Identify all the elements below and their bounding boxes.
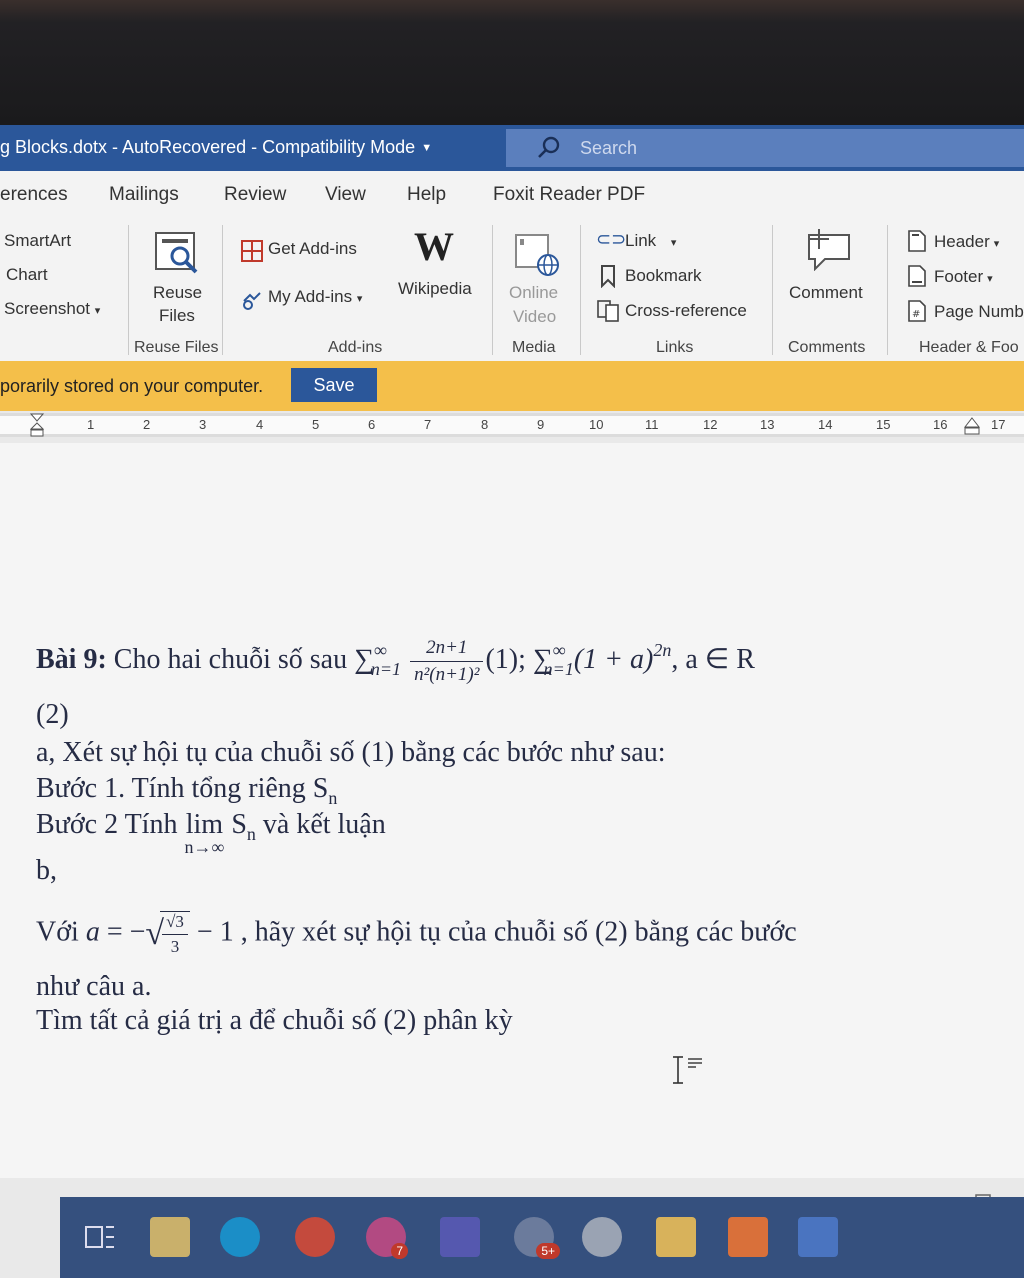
online-video-label-2[interactable]: Video <box>513 307 557 326</box>
search-icon <box>536 135 562 161</box>
chevron-down-icon: ▾ <box>993 238 1000 250</box>
tab-foxit-reader-pdf[interactable]: Foxit Reader PDF <box>493 184 646 205</box>
fraction: $\frac{2n+1}{\text{n²(n+1)²}}$ <box>410 637 483 686</box>
ruler-track <box>0 416 1024 434</box>
divider <box>887 225 888 355</box>
chevron-down-icon: ▾ <box>94 305 101 317</box>
ribbon <box>0 217 1024 361</box>
wikipedia-button[interactable]: Wikipedia <box>398 279 472 298</box>
my-add-ins-button[interactable]: My Add-ins ▾ <box>268 287 363 306</box>
online-video-label-1[interactable]: Online <box>509 283 559 302</box>
sqrt-radicand <box>160 911 190 957</box>
limit: lim n→∞ <box>184 809 225 857</box>
bookmark-button[interactable]: Bookmark <box>625 266 702 285</box>
header-icon <box>907 229 927 253</box>
ruler-number: 15 <box>876 417 891 432</box>
store-icon <box>240 239 264 263</box>
exercise-line-2: (2) <box>36 699 69 730</box>
tab-mailings[interactable]: Mailings <box>109 184 179 205</box>
ruler-number: 7 <box>424 417 432 432</box>
cross-reference-icon <box>596 299 620 323</box>
document-page[interactable] <box>0 443 1024 1178</box>
ruler-number: 9 <box>537 417 545 432</box>
notification-badge: 5+ <box>536 1243 560 1259</box>
divider <box>492 225 493 355</box>
comment-icon <box>805 227 853 271</box>
save-button[interactable]: Save <box>291 368 377 402</box>
ruler-number: 3 <box>199 417 207 432</box>
edge-icon[interactable] <box>220 1217 260 1257</box>
ribbon-tabs <box>0 171 1024 217</box>
ruler-number: 4 <box>256 417 264 432</box>
task-view-icon[interactable] <box>80 1217 120 1257</box>
sqrt-sign: √ <box>145 915 165 952</box>
ruler-number: 6 <box>368 417 376 432</box>
link-button[interactable]: Link ▾ <box>625 231 677 250</box>
reuse-files-label-1[interactable]: Reuse <box>153 283 203 302</box>
exercise-line-4: Bước 1. Tính tổng riêng $S_n$ <box>36 773 338 808</box>
group-links: Links <box>656 339 694 356</box>
ruler-number: 8 <box>481 417 489 432</box>
text-cursor-icon <box>668 1055 708 1085</box>
reuse-files-label-2[interactable]: Files <box>159 306 195 325</box>
notification-badge: 7 <box>391 1243 408 1259</box>
svg-text:#: # <box>912 309 921 320</box>
exercise-line-5: Bước 2 Tính lim n→∞ $S_n$ và kết luận <box>36 809 386 857</box>
taskbar <box>60 1197 1024 1278</box>
tab-view[interactable]: View <box>325 184 366 205</box>
ruler-number: 12 <box>703 417 718 432</box>
header-button[interactable]: Header ▾ <box>934 232 1000 251</box>
smartart-button[interactable]: SmartArt <box>4 231 72 250</box>
exercise-line-9: Tìm tất cả giá trị a để chuỗi số (2) phân kỳ <box>36 1005 513 1036</box>
ruler-number: 1 <box>87 417 95 432</box>
ruler-number: 17 <box>991 417 1006 432</box>
cross-reference-button[interactable]: Cross-reference <box>625 301 747 320</box>
ruler-number: 16 <box>933 417 948 432</box>
file-explorer-icon[interactable] <box>656 1217 696 1257</box>
exercise-line-3: a, Xét sự hội tụ của chuỗi số (1) bằng các bước như sau: <box>36 737 666 768</box>
right-indent-marker-icon[interactable] <box>964 417 980 435</box>
messenger-icon[interactable] <box>366 1217 406 1257</box>
tab-review[interactable]: Review <box>224 184 287 205</box>
ruler-number: 14 <box>818 417 833 432</box>
page-number-icon <box>907 299 927 323</box>
footer-icon <box>907 264 927 288</box>
comment-button[interactable]: Comment <box>789 283 863 302</box>
ruler-number: 5 <box>312 417 320 432</box>
footer-button[interactable]: Footer ▾ <box>934 267 993 286</box>
puzzle-icon <box>240 287 264 311</box>
search-box[interactable] <box>506 129 1024 167</box>
screenshot-button[interactable]: Screenshot ▾ <box>4 299 101 318</box>
ruler-number: 11 <box>645 417 659 432</box>
exercise-line-6: b, <box>36 855 57 886</box>
foxit-reader-icon[interactable] <box>728 1217 768 1257</box>
indent-marker-icon[interactable] <box>30 413 44 437</box>
search-placeholder: Search <box>580 138 638 158</box>
reuse-files-icon <box>154 231 200 275</box>
divider <box>772 225 773 355</box>
ruler-number: 2 <box>143 417 151 432</box>
link-icon: ⊂⊃ <box>596 229 627 249</box>
autorecover-infobar <box>0 361 1024 411</box>
exercise-line-1: Bài 9: Cho hai chuỗi số sau $\sum^\infty_{n=1}$ $\frac{2n+1}{\text{n²(n+1)²}}$ (1); $\sum^\infty_{n=1}(1 + a)^{2n}$, a ∈ R <box>36 637 755 685</box>
group-media: Media <box>512 339 556 356</box>
chrome-icon[interactable] <box>295 1217 335 1257</box>
online-video-icon <box>514 233 560 277</box>
vpn-icon[interactable] <box>582 1217 622 1257</box>
chevron-down-icon: ▾ <box>987 273 993 285</box>
exercise-line-8: như câu a. <box>36 971 152 1002</box>
infobar-message: porarily stored on your computer. <box>0 376 264 396</box>
zalo-icon[interactable] <box>514 1217 554 1257</box>
group-comments: Comments <box>788 339 866 356</box>
divider <box>222 225 223 355</box>
word-window <box>0 125 1024 1278</box>
horizontal-ruler[interactable] <box>0 413 1024 437</box>
divider <box>128 225 129 355</box>
window-title[interactable]: g Blocks.dotx - AutoRecovered - Compatibility Mode ▼ <box>0 137 433 157</box>
fraction: $\frac{√3}{3}$ <box>162 912 188 957</box>
tab-help[interactable]: Help <box>407 184 447 205</box>
bookmark-icon <box>600 264 616 288</box>
teams-icon[interactable] <box>440 1217 480 1257</box>
wikipedia-icon: W <box>414 224 454 269</box>
monitor-bezel <box>0 0 1024 125</box>
chevron-down-icon: ▾ <box>670 237 677 249</box>
chevron-down-icon: ▾ <box>356 293 363 305</box>
title-bar <box>0 125 1024 171</box>
group-reuse-files: Reuse Files <box>134 339 219 356</box>
ruler-number: 13 <box>760 417 775 432</box>
group-header-footer: Header & Foo <box>919 339 1019 356</box>
tab-references[interactable]: erences <box>0 184 68 205</box>
group-add-ins: Add-ins <box>328 339 383 356</box>
ruler-number: 10 <box>589 417 604 432</box>
get-add-ins-button[interactable]: Get Add-ins <box>268 239 357 258</box>
store-app-icon[interactable] <box>150 1217 190 1257</box>
page-number-button[interactable]: Page Numb <box>934 302 1024 321</box>
chart-button[interactable]: Chart <box>6 265 48 284</box>
divider <box>580 225 581 355</box>
exercise-line-7: Với a = −√ $\frac{√3}{3}$ − 1 , hãy xét sự hội tụ của chuỗi số (2) bằng các bước <box>36 912 797 956</box>
word-icon[interactable] <box>798 1217 838 1257</box>
chevron-down-icon[interactable]: ▼ <box>421 142 433 154</box>
